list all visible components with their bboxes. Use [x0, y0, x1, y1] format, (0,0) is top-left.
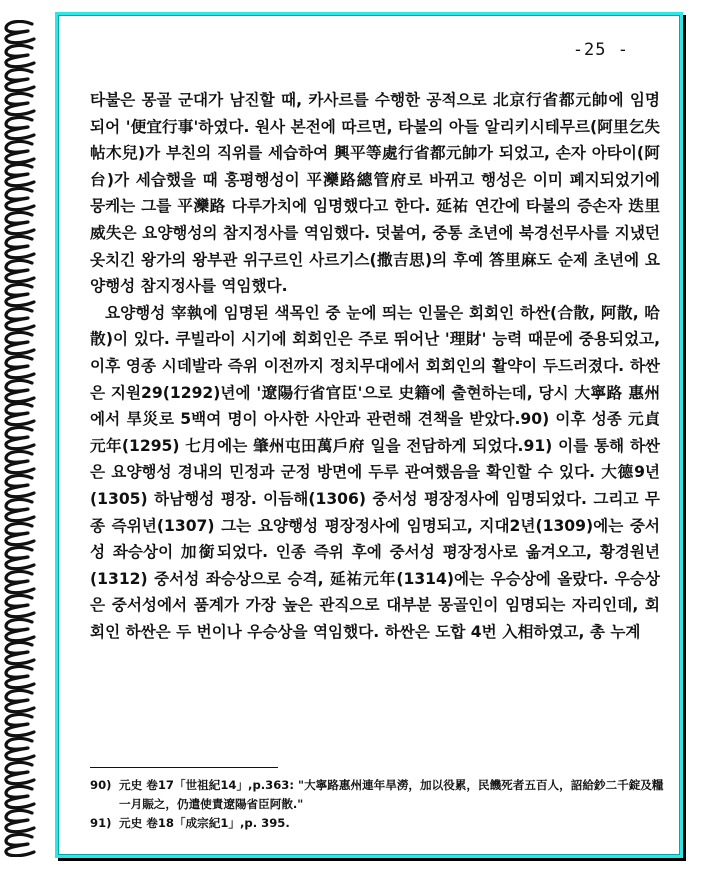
spiral-binding-ring-icon — [2, 211, 40, 235]
spiral-binding-ring-icon — [2, 20, 40, 44]
spiral-binding-ring-icon — [2, 283, 40, 307]
spiral-binding-ring-icon — [2, 713, 40, 737]
spiral-binding-ring-icon — [2, 259, 40, 283]
spiral-binding-ring-icon — [2, 355, 40, 379]
spiral-binding-ring-icon — [2, 498, 40, 522]
spiral-binding-ring-icon — [2, 546, 40, 570]
spiral-binding-ring-icon — [2, 450, 40, 474]
footnote-91 — [90, 814, 670, 833]
footnote-number: 91) — [90, 816, 112, 830]
spiral-binding-ring-icon — [2, 331, 40, 355]
footnote-90 — [90, 776, 670, 814]
body-text — [90, 87, 660, 645]
paragraph-2: 요양행성 宰執에 임명된 색목인 중 눈에 띄는 인물은 회회인 하싼(合散, 阿散, 哈散)이 있다. 쿠빌라이 시기에 회회인은 주로 뛰어난 '理財' 능력 때문에 중용되었고, 이후 영종 시데발라 즉위 이전까지 정치무대에서 회회인의 활약이 두드러졌다. 하싼은 지원29(1292)년에 '遼陽行省官臣'으로 史籍에 출현하는데, 당시 大寧路 惠州에서 旱災로 5백여 명이 아사한 사안과 관련해 견책을 받았다.90) 이후 성종 元貞元年(1295) 七月에는 肇州屯田萬戶府 일을 전담하게 되었다.91) 이를 통해 하싼은 요양행성 경내의 민정과 군정 방면에 두루 관여했음을 확인할 수 있다. 大德9년(1305) 하남행성 평장. 이듬해(1306) 중서성 평장정사에 임명되었다. 그리고 무종 즉위년(1307) 그는 요양행성 평장정사에 임명되고, 지대2년(1309)에는 중서성 좌승상이 加銜되었다. 인종 즉위 후에 중서성 평장정사로 옮겨오고, 황경원년(1312) 중서성 좌승상으로 승격, 延祐元年(1314)에는 우승상에 올랐다. 우승상은 중서성에서 품계가 가장 높은 관직으로 대부분 몽골인이 임명되는 자리인데, 회회인 하싼은 두 번이나 우승상을 역임했다. 하싼은 도합 4번 入相하였고, 총 누계 — [90, 303, 660, 641]
spiral-binding-ring-icon — [2, 235, 40, 259]
spiral-binding-ring-icon — [2, 187, 40, 211]
spiral-binding-ring-icon — [2, 116, 40, 140]
spiral-binding-ring-icon — [2, 92, 40, 116]
spiral-binding-ring-icon — [2, 618, 40, 642]
footnote-text: 元史 卷17「世祖紀14」,p.363: "大寧路惠州連年旱澇，加以役累，民饑死者五百人，詔給鈔二千錠及糧一月賑之，仍遣使責遼陽省臣阿散." — [119, 778, 664, 811]
spiral-binding-ring-icon — [2, 665, 40, 689]
footnotes — [90, 776, 670, 833]
spiral-binding-ring-icon — [2, 402, 40, 426]
spiral-binding-ring-icon — [2, 761, 40, 785]
spiral-binding-ring-icon — [2, 689, 40, 713]
spiral-binding-ring-icon — [2, 379, 40, 403]
spiral-binding-ring-icon — [2, 44, 40, 68]
paragraph-1: 타불은 몽골 군대가 남진할 때, 카사르를 수행한 공적으로 北京行省都元帥에 임명되어 '便宜行事'하였다. 원사 본전에 따르면, 타불의 아들 알리키시테무르(阿里乞失帖木兒)가 부친의 직위를 세습하여 興平等處行省都元帥가 되었고, 손자 아타이(阿台)가 세습했을 때 홍평행성이 平灤路總管府로 바뀌고 행성은 이미 폐지되었기에 뭉케는 그를 平灤路 다루가치에 임명했다고 한다. 延祐 연간에 타불의 증손자 迭里威失은 요양행성의 참지정사를 역임했다. 덧붙여, 중통 초년에 북경선무사를 지냈던 옷치긴 왕가의 왕부관 위구르인 사르기스(撒吉思)의 후예 答里麻도 순제 초년에 요양행성 참지정사를 역임했다. — [90, 91, 660, 296]
spiral-binding-ring-icon — [2, 140, 40, 164]
spiral-binding-ring-icon — [2, 307, 40, 331]
spiral-binding-ring-icon — [2, 163, 40, 187]
spiral-binding-ring-icon — [2, 594, 40, 618]
page-number: -25 - — [572, 40, 629, 60]
spiral-binding-ring-icon — [2, 522, 40, 546]
spiral-binding — [2, 20, 42, 860]
spiral-binding-ring-icon — [2, 426, 40, 450]
spiral-binding-ring-icon — [2, 737, 40, 761]
spiral-binding-ring-icon — [2, 641, 40, 665]
spiral-binding-ring-icon — [2, 570, 40, 594]
spiral-binding-ring-icon — [2, 809, 40, 833]
spiral-binding-ring-icon — [2, 68, 40, 92]
spiral-binding-ring-icon — [2, 833, 40, 857]
footnote-text: 元史 卷18「成宗紀1」,p. 395. — [119, 816, 290, 830]
footnote-separator — [90, 767, 278, 768]
footnote-number: 90) — [90, 778, 112, 792]
spiral-binding-ring-icon — [2, 785, 40, 809]
spiral-binding-ring-icon — [2, 474, 40, 498]
